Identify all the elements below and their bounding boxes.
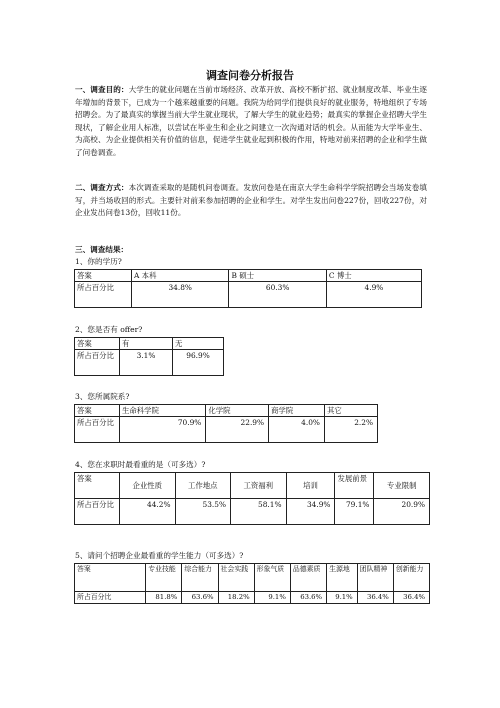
table-header-cell: 工作地点 xyxy=(175,473,231,499)
purpose-label: 一、调查目的： xyxy=(75,85,129,94)
q3-table xyxy=(74,404,378,443)
table-row xyxy=(75,564,430,592)
question-2: 2、您是否有 offer? xyxy=(75,325,143,334)
table-header-cell: 答案 xyxy=(75,405,120,417)
value-cell: 81.8% xyxy=(146,592,182,604)
table-header-cell: 专业技能 xyxy=(146,564,182,592)
q4-table xyxy=(74,472,430,525)
question-1: 1、你的学历? xyxy=(75,257,122,266)
value-cell: 63.6% xyxy=(290,592,326,604)
method-paragraph xyxy=(75,182,427,220)
value-cell: 58.1% xyxy=(231,499,287,525)
table-header-cell: 商学院 xyxy=(269,405,325,417)
value-cell: 34.9% xyxy=(286,499,335,525)
value-cell: 96.9% xyxy=(173,350,224,376)
row-label-cell: 所占百分比 xyxy=(75,282,132,308)
table-header-cell: 发展前景 xyxy=(335,473,374,499)
table-header-cell: 答案 xyxy=(75,473,120,499)
question-3: 3、您所属院系? xyxy=(75,392,130,401)
question-4: 4、您在求职时最看重的是（可多选）? xyxy=(75,460,206,469)
table-header-cell: 工资福利 xyxy=(231,473,287,499)
purpose-paragraph xyxy=(75,84,427,160)
table-header-cell: 生源地 xyxy=(327,564,358,592)
row-label-cell: 所占百分比 xyxy=(75,417,120,443)
row-label-cell: 所占百分比 xyxy=(75,499,120,525)
value-cell: 60.3% xyxy=(229,282,326,308)
value-cell: 4.0% xyxy=(269,417,325,443)
value-cell: 53.5% xyxy=(175,499,231,525)
table-header-cell: 生命科学院 xyxy=(120,405,206,417)
table-row xyxy=(75,405,378,417)
table-row xyxy=(75,338,224,350)
table-header-cell: 答案 xyxy=(75,270,132,282)
q1-table xyxy=(74,269,422,308)
value-cell: 36.4% xyxy=(357,592,393,604)
page-title: 调查问卷分析报告 xyxy=(206,69,294,82)
value-cell: 70.9% xyxy=(120,417,206,443)
value-cell: 4.9% xyxy=(326,282,421,308)
table-header-cell: B 硕士 xyxy=(229,270,326,282)
table-row xyxy=(75,417,378,443)
table-row xyxy=(75,473,430,499)
table-header-cell: 企业性质 xyxy=(120,473,176,499)
value-cell: 9.1% xyxy=(254,592,290,604)
value-cell: 34.8% xyxy=(132,282,229,308)
table-header-cell: 创新能力 xyxy=(393,564,429,592)
table-row xyxy=(75,350,224,376)
row-label-cell: 所占百分比 xyxy=(75,350,120,376)
results-heading: 三、调查结果： xyxy=(75,245,129,254)
value-cell: 2.2% xyxy=(324,417,377,443)
table-header-cell: 无 xyxy=(173,338,224,350)
value-cell: 63.6% xyxy=(182,592,218,604)
q2-table xyxy=(74,337,224,376)
value-cell: 79.1% xyxy=(335,499,374,525)
table-header-cell: 综合能力 xyxy=(182,564,218,592)
value-cell: 36.4% xyxy=(393,592,429,604)
table-header-cell: 答案 xyxy=(75,564,146,592)
table-header-cell: 形象气质 xyxy=(254,564,290,592)
table-header-cell: 培训 xyxy=(286,473,335,499)
purpose-text: 大学生的就业问题在当前市场经济、改革开放、高校不断扩招、就业制度改革、毕业生逐年增加的背景下，已成为一个越来越重要的问题。我院为给同学们提供良好的就业服务，特地组织了专场招聘会。为了最真实的掌握当前大学生就业现状，了解大学生的就业趋势；最真实的掌握企业招聘大学生现状，了解企业用人标准，以尝试在毕业生和企业之间建立一次沟通对话的机会。从而能为大学毕业生、为高校、为企业提供相关有价值的信息，促进学生就业起到积极的作用，特地对前来招聘的企业和学生做了问卷调查。 xyxy=(75,85,427,157)
table-header-cell: 专业限制 xyxy=(374,473,430,499)
table-row xyxy=(75,499,430,525)
value-cell: 44.2% xyxy=(120,499,176,525)
table-row xyxy=(75,592,430,604)
table-header-cell: 答案 xyxy=(75,338,120,350)
method-text: 本次调查采取的是随机问卷调查。发放问卷是在南京大学生命科学学院招聘会当场发卷填写，并当场收回的形式。主要针对前来参加招聘的企业和学生。对学生发出问卷227份，回收227份，对企业发出问卷13份，回收11份。 xyxy=(75,183,427,218)
table-row xyxy=(75,282,422,308)
method-label: 二、调查方式： xyxy=(75,183,129,192)
table-header-cell: 团队精神 xyxy=(357,564,393,592)
table-header-cell: 社会实践 xyxy=(218,564,254,592)
table-header-cell: 化学院 xyxy=(206,405,269,417)
table-header-cell: A 本科 xyxy=(132,270,229,282)
table-header-cell: 有 xyxy=(120,338,173,350)
table-header-cell: 其它 xyxy=(324,405,377,417)
value-cell: 18.2% xyxy=(218,592,254,604)
value-cell: 20.9% xyxy=(374,499,430,525)
value-cell: 9.1% xyxy=(327,592,358,604)
value-cell: 22.9% xyxy=(206,417,269,443)
table-header-cell: C 博士 xyxy=(326,270,421,282)
value-cell: 3.1% xyxy=(120,350,173,376)
q5-table xyxy=(74,563,430,604)
question-5: 5、请问个招聘企业最看重的学生能力（可多选）? xyxy=(75,551,244,560)
table-header-cell: 品德素质 xyxy=(290,564,326,592)
row-label-cell: 所占百分比 xyxy=(75,592,146,604)
table-row xyxy=(75,270,422,282)
